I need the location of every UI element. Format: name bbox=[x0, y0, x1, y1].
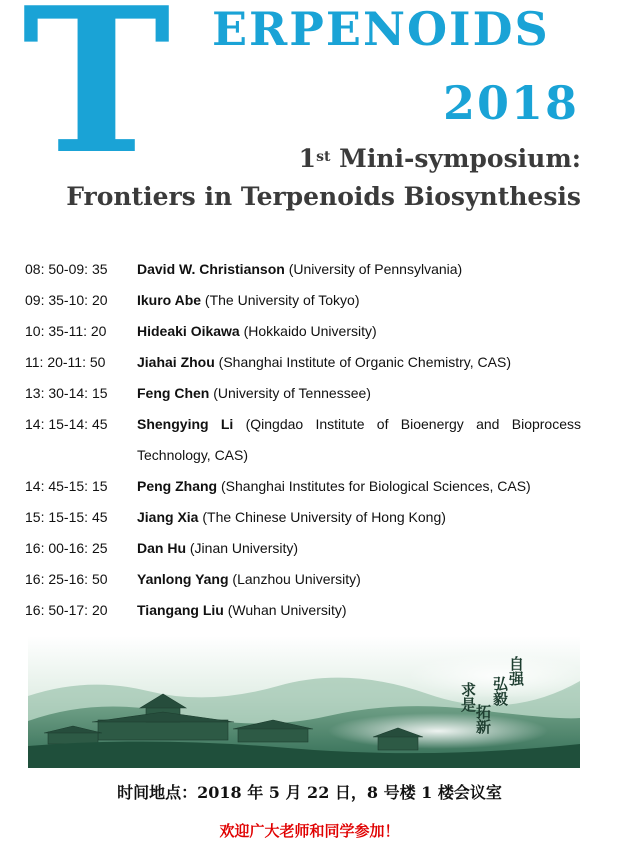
title-year: 2018 bbox=[442, 76, 579, 130]
title-word: ERPENOIDS bbox=[212, 2, 550, 56]
ordinal-number: 1 bbox=[298, 144, 317, 173]
schedule-list bbox=[25, 254, 581, 626]
calligraphy-char-col-1: 自强 bbox=[507, 656, 525, 686]
schedule-row bbox=[25, 471, 581, 502]
speaker-affiliation: (Shanghai Institute of Organic Chemistry, CAS) bbox=[214, 354, 511, 370]
speaker-name: Jiang Xia bbox=[137, 509, 199, 525]
talk-time: 14: 15-14: 45 bbox=[25, 416, 108, 432]
speaker-affiliation: (Lanzhou University) bbox=[228, 571, 361, 587]
speaker-name: Shengying Li bbox=[137, 416, 234, 432]
schedule-row bbox=[25, 409, 581, 471]
speaker-name: Hideaki Oikawa bbox=[137, 323, 240, 339]
talk-time: 14: 45-15: 15 bbox=[25, 478, 108, 494]
speaker-entry bbox=[137, 533, 581, 564]
speaker-affiliation: (University of Tennessee) bbox=[209, 385, 371, 401]
talk-time: 13: 30-14: 15 bbox=[25, 385, 108, 401]
schedule-row bbox=[25, 378, 581, 409]
speaker-entry bbox=[137, 471, 581, 502]
calligraphy-char-col-2: 弘毅 bbox=[491, 676, 509, 706]
welcome-text: 欢迎广大老师和同学参加！ bbox=[219, 822, 400, 840]
speaker-entry bbox=[137, 595, 581, 626]
speaker-entry bbox=[137, 347, 581, 378]
speaker-entry bbox=[137, 502, 581, 533]
talk-time: 09: 35-10: 20 bbox=[25, 292, 108, 308]
speaker-affiliation: (University of Pennsylvania) bbox=[284, 261, 463, 277]
speaker-affiliation: (Wuhan University) bbox=[223, 602, 347, 618]
talk-time: 15: 15-15: 45 bbox=[25, 509, 108, 525]
calligraphy-char-col-3: 求是 bbox=[459, 682, 477, 712]
speaker-affiliation: (Hokkaido University) bbox=[239, 323, 377, 339]
speaker-entry bbox=[137, 254, 581, 285]
title-initial-letter: T bbox=[22, 0, 171, 199]
subtitle-line-2: Frontiers in Terpenoids Biosynthesis bbox=[66, 182, 581, 211]
talk-time: 16: 50-17: 20 bbox=[25, 602, 108, 618]
subtitle bbox=[66, 140, 581, 216]
speaker-entry bbox=[137, 285, 581, 316]
ordinal-suffix: st bbox=[316, 149, 331, 165]
speaker-name: Feng Chen bbox=[137, 385, 210, 401]
subtitle-line-1 bbox=[66, 140, 581, 178]
talk-time: 16: 25-16: 50 bbox=[25, 571, 108, 587]
speaker-affiliation: (Jinan University) bbox=[186, 540, 299, 556]
speaker-name: Peng Zhang bbox=[137, 478, 218, 494]
campus-banner-image bbox=[28, 636, 580, 768]
schedule-row bbox=[25, 533, 581, 564]
talk-time: 11: 20-11: 50 bbox=[25, 354, 106, 370]
speaker-entry bbox=[137, 316, 581, 347]
schedule-row bbox=[25, 254, 581, 285]
speaker-name: David W. Christianson bbox=[137, 261, 285, 277]
speaker-name: Yanlong Yang bbox=[137, 571, 229, 587]
venue-text: 时间地点：2018 年 5 月 22 日，8 号楼 1 楼会议室 bbox=[117, 783, 502, 802]
schedule-row bbox=[25, 502, 581, 533]
speaker-name: Jiahai Zhou bbox=[137, 354, 215, 370]
schedule-row bbox=[25, 285, 581, 316]
speaker-entry bbox=[137, 564, 581, 595]
schedule-row bbox=[25, 595, 581, 626]
speaker-affiliation: (Qingdao Institute of Bioenergy and Bioprocess Technology, CAS) bbox=[137, 416, 581, 463]
speaker-affiliation: (The Chinese University of Hong Kong) bbox=[198, 509, 446, 525]
talk-time: 16: 00-16: 25 bbox=[25, 540, 108, 556]
banner-mist-2 bbox=[328, 713, 548, 749]
speaker-name: Ikuro Abe bbox=[137, 292, 202, 308]
calligraphy-char-col-4: 拓新 bbox=[474, 704, 492, 734]
subtitle-line-1-text: Mini-symposium: bbox=[330, 144, 581, 173]
schedule-row bbox=[25, 347, 581, 378]
schedule-row bbox=[25, 564, 581, 595]
speaker-name: Tiangang Liu bbox=[137, 602, 224, 618]
speaker-affiliation: (Shanghai Institutes for Biological Sciences, CAS) bbox=[217, 478, 531, 494]
schedule-row bbox=[25, 316, 581, 347]
speaker-affiliation: (The University of Tokyo) bbox=[201, 292, 360, 308]
speaker-entry bbox=[137, 378, 581, 409]
talk-time: 10: 35-11: 20 bbox=[25, 323, 107, 339]
talk-time: 08: 50-09: 35 bbox=[25, 261, 108, 277]
speaker-name: Dan Hu bbox=[137, 540, 186, 556]
speaker-entry bbox=[137, 409, 581, 471]
